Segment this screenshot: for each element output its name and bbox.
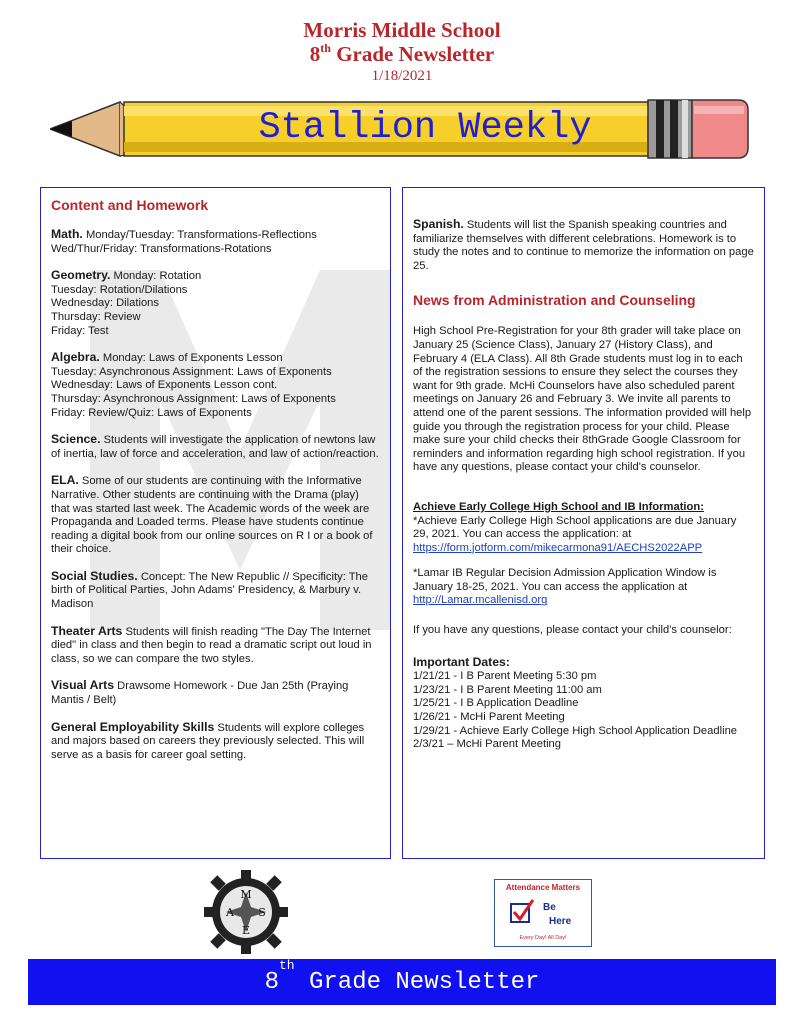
lamar-block (413, 567, 754, 608)
news-column (402, 187, 765, 859)
subject-line: Wed/Thur/Friday: Transformations-Rotations (51, 242, 272, 255)
subject-item (51, 433, 380, 461)
subject-text: Drawsome Homework - Due Jan 25th (Praying Mantis / Belt) (51, 680, 349, 707)
msae-letter: E (241, 924, 251, 937)
attendance-tagline: Every Day! All Day! (519, 935, 567, 941)
date-item: 1/25/21 - I B Application Deadline (413, 697, 579, 710)
subject-label: Math. (51, 227, 83, 241)
dates-list (413, 670, 754, 752)
newsletter-header (0, 18, 804, 86)
subject-line: Wednesday: Laws of Exponents Lesson cont. (51, 379, 278, 392)
spanish-text: Students will list the Spanish speaking countries and familiarize themselves with different celebrations. Homework is to study the notes and to continue to memorize the information on page 25. (413, 219, 754, 272)
subject-line: Monday: Rotation (113, 270, 202, 283)
subject-item (51, 351, 380, 420)
subject-line: Tuesday: Asynchronous Assignment: Laws of Exponents (51, 365, 332, 378)
content-homework-column (40, 187, 391, 859)
msae-letter: A (226, 906, 234, 919)
msae-letter: M (240, 888, 252, 901)
subject-line: Thursday: Asynchronous Assignment: Laws of Exponents (51, 392, 336, 405)
msae-gear-logo-icon (204, 870, 288, 954)
contact-text: If you have any questions, please contact your child's counselor: (413, 624, 732, 637)
date-item: 1/29/21 - Achieve Early College High School Application Deadline (413, 724, 738, 737)
important-dates-title: Important Dates: (413, 654, 510, 669)
subject-line: Thursday: Review (51, 310, 141, 323)
grade-title: Grade Newsletter (330, 42, 495, 66)
subject-text: Concept: The New Republic // Specificity: The birth of Political Parties, John Adams' Presidency, & Marbury v. Madison (51, 570, 368, 611)
achieve-text: *Achieve Early College High School applications are due January 29, 2021. You can access the application: at (413, 514, 737, 541)
newsletter-subtitle (0, 42, 804, 66)
subject-text: Students will investigate the application of newtons law of inertia, law of force and acceleration, and law of action/reaction. (51, 434, 379, 460)
subject-line: Tuesday: Rotation/Dilations (51, 283, 188, 296)
subject-line: Monday/Tuesday: Transformations-Reflections (85, 229, 317, 241)
grade-number: 8 (309, 42, 321, 66)
subject-list (51, 228, 380, 762)
spanish-item (413, 218, 754, 273)
footer-number: 8 (264, 969, 279, 996)
attendance-be: Be (543, 902, 556, 913)
attendance-matters-logo (494, 879, 592, 947)
date-item: 1/21/21 - I B Parent Meeting 5:30 pm (413, 670, 597, 683)
achieve-link[interactable]: https://form.jotform.com/mikecarmona91/AECHS2022APP (413, 541, 703, 554)
subject-label: Algebra. (51, 350, 100, 365)
lamar-text: *Lamar IB Regular Decision Admission Application Window is January 18-25, 2021. You can access the application at (413, 567, 717, 593)
news-title: News from Administration and Counseling (413, 292, 696, 309)
footer-title: Grade Newsletter (294, 969, 540, 996)
subject-line: Monday: Laws of Exponents Lesson (102, 352, 283, 365)
subject-label: Visual Arts (51, 678, 114, 693)
newsletter-date: 1/18/2021 (371, 68, 433, 84)
subject-line: Friday: Test (51, 324, 109, 337)
grade-suffix: th (320, 41, 331, 55)
subject-line: Friday: Review/Quiz: Laws of Exponents (51, 406, 252, 419)
content-homework-title: Content and Homework (51, 197, 209, 213)
subject-text: Students will explore colleges and majors based on careers they previously selected. This will serve as a basis for career goal setting. (51, 721, 365, 761)
subject-label: Social Studies. (51, 568, 138, 583)
date-item: 1/26/21 - McHi Parent Meeting (413, 711, 565, 724)
footer-suffix: th (278, 958, 295, 973)
spanish-label: Spanish. (413, 217, 464, 231)
subject-text: Students will finish reading "The Day The Internet died" in class and then begin to read a dramatic script out loud in class, so we can compare the two styles. (51, 625, 372, 665)
date-item: 1/23/21 - I B Parent Meeting 11:00 am (413, 683, 602, 696)
subject-label: General Employability Skills (51, 719, 215, 734)
lamar-link[interactable]: http://Lamar.mcallenisd.org (413, 594, 548, 607)
subject-item (51, 570, 380, 612)
subject-line: Wednesday: Dilations (51, 297, 159, 310)
subject-item (51, 228, 380, 256)
subject-item (51, 474, 380, 557)
achieve-title: Achieve Early College High School and IB Information: (413, 500, 704, 513)
subject-label: ELA. (51, 473, 79, 488)
date-item: 2/3/21 – McHi Parent Meeting (413, 738, 561, 751)
banner-title: Stallion Weekly (258, 107, 592, 149)
subject-text: Some of our students are continuing with the Informative Narrative. Other students are continuing with the Drama (play) that was started last week. The Academic words of the week are Propaganda and Loaded terms. Please have students continue reading a digital book from our online sources on R I or a book of their choice. (51, 475, 373, 556)
msae-letter: S (258, 906, 266, 919)
footer-bar (28, 959, 776, 1005)
subject-item (51, 721, 380, 763)
subject-item (51, 625, 380, 667)
news-text: High School Pre-Registration for your 8th grader will take place on January 25 (Science Class), January 27 (History Class), and February 4 (ELA Class). All 8th Grade students must log in to each of the registration sessions to ensure they select the courses they want for 9th grade. McHi Counselors have also scheduled parent meetings on January 26 and February 3. We invite all parents to attend one of the parent sessions. The information provided will help guide you through the registration process for your child. Please make sure your child checks their 8thGrade Google Classroom for reminders and information regarding high school registration. If you have any questions, please contact your child's counselor. (413, 325, 752, 474)
subject-label: Theater Arts (51, 623, 123, 638)
school-name: Morris Middle School (303, 18, 501, 42)
subject-item (51, 269, 380, 338)
subject-item (51, 679, 380, 707)
subject-label: Geometry. (51, 268, 111, 283)
checkbox-check-icon (509, 898, 535, 924)
attendance-here: Here (549, 916, 572, 927)
subject-label: Science. (51, 432, 101, 447)
important-dates (413, 656, 754, 752)
attendance-title: Attendance Matters (505, 883, 581, 892)
achieve-block (413, 501, 754, 555)
